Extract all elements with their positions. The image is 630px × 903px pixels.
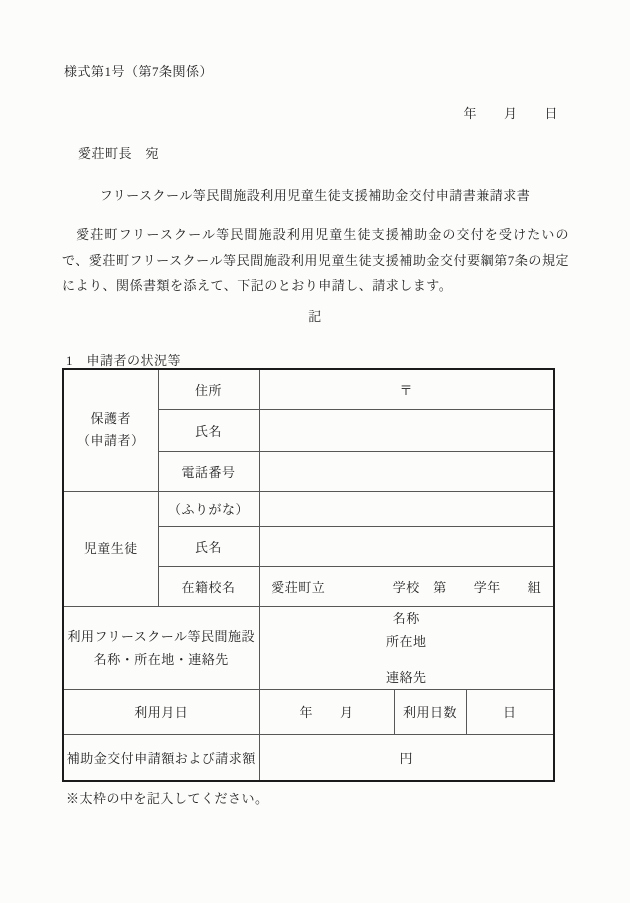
footnote: ※太枠の中を記入してください。 — [66, 791, 269, 806]
body-paragraph: 愛荘町フリースクール等民間施設利用児童生徒支援補助金の交付を受けたいので、愛荘町フリースクール等民間施設利用児童生徒支援補助金交付要綱第7条の規定により、関係書類を添えて、下記のとおり申請し、請求します。 — [62, 227, 569, 294]
guardian-group-label-line1: 保護者 — [90, 411, 131, 427]
table-row-guardian-address — [63, 369, 554, 409]
date-line: 年 月 日 — [463, 106, 558, 121]
amount-field: 円 — [259, 734, 554, 781]
facility-name-label: 名称 — [392, 610, 420, 626]
facility-contact-label: 連絡先 — [386, 669, 427, 685]
facility-label-line1: 利用フリースクール等民間施設 — [67, 628, 256, 644]
table-row-amount — [63, 734, 554, 781]
guardian-phone-field — [259, 451, 554, 491]
student-name-field — [259, 526, 554, 566]
usage-days-field: 日 — [466, 689, 554, 734]
table-row-facility — [63, 606, 554, 689]
guardian-phone-label: 電話番号 — [158, 451, 259, 491]
amount-label: 補助金交付申請額および請求額 — [63, 734, 259, 781]
student-furigana-label: （ふりがな） — [158, 491, 259, 526]
guardian-address-label: 住所 — [158, 369, 259, 409]
student-name-label: 氏名 — [158, 526, 259, 566]
student-school-label: 在籍校名 — [158, 566, 259, 606]
guardian-name-label: 氏名 — [158, 409, 259, 451]
document-title: フリースクール等民間施設利用児童生徒支援補助金交付申請書兼請求書 — [99, 188, 531, 203]
guardian-group-label-line2: （申請者） — [76, 433, 145, 449]
facility-field — [259, 606, 554, 689]
applicant-status-table — [62, 368, 555, 782]
student-group-label: 児童生徒 — [83, 540, 138, 556]
form-number: 様式第1号（第7条関係） — [64, 64, 214, 79]
guardian-address-field — [259, 369, 554, 409]
facility-location-label: 所在地 — [386, 633, 427, 649]
usage-days-label: 利用日数 — [394, 689, 466, 734]
facility-label-line2: 名称・所在地・連絡先 — [93, 651, 229, 667]
facility-label-cell — [63, 606, 259, 689]
postal-mark: 〒 — [399, 382, 414, 398]
student-school-field: 愛荘町立 学校 第 学年 組 — [259, 566, 554, 606]
student-furigana-field — [259, 491, 554, 526]
guardian-name-field — [259, 409, 554, 451]
section-heading: 1 申請者の状況等 — [66, 353, 182, 368]
table-row-usage — [63, 689, 554, 734]
student-group-cell — [63, 491, 158, 606]
record-mark: 記 — [308, 309, 322, 324]
usage-year-month-field: 年 月 — [259, 689, 394, 734]
guardian-group-cell — [63, 369, 158, 491]
addressee-line: 愛荘町長 宛 — [78, 146, 160, 161]
usage-date-label: 利用月日 — [63, 689, 259, 734]
table-row-student-furigana — [63, 491, 554, 526]
